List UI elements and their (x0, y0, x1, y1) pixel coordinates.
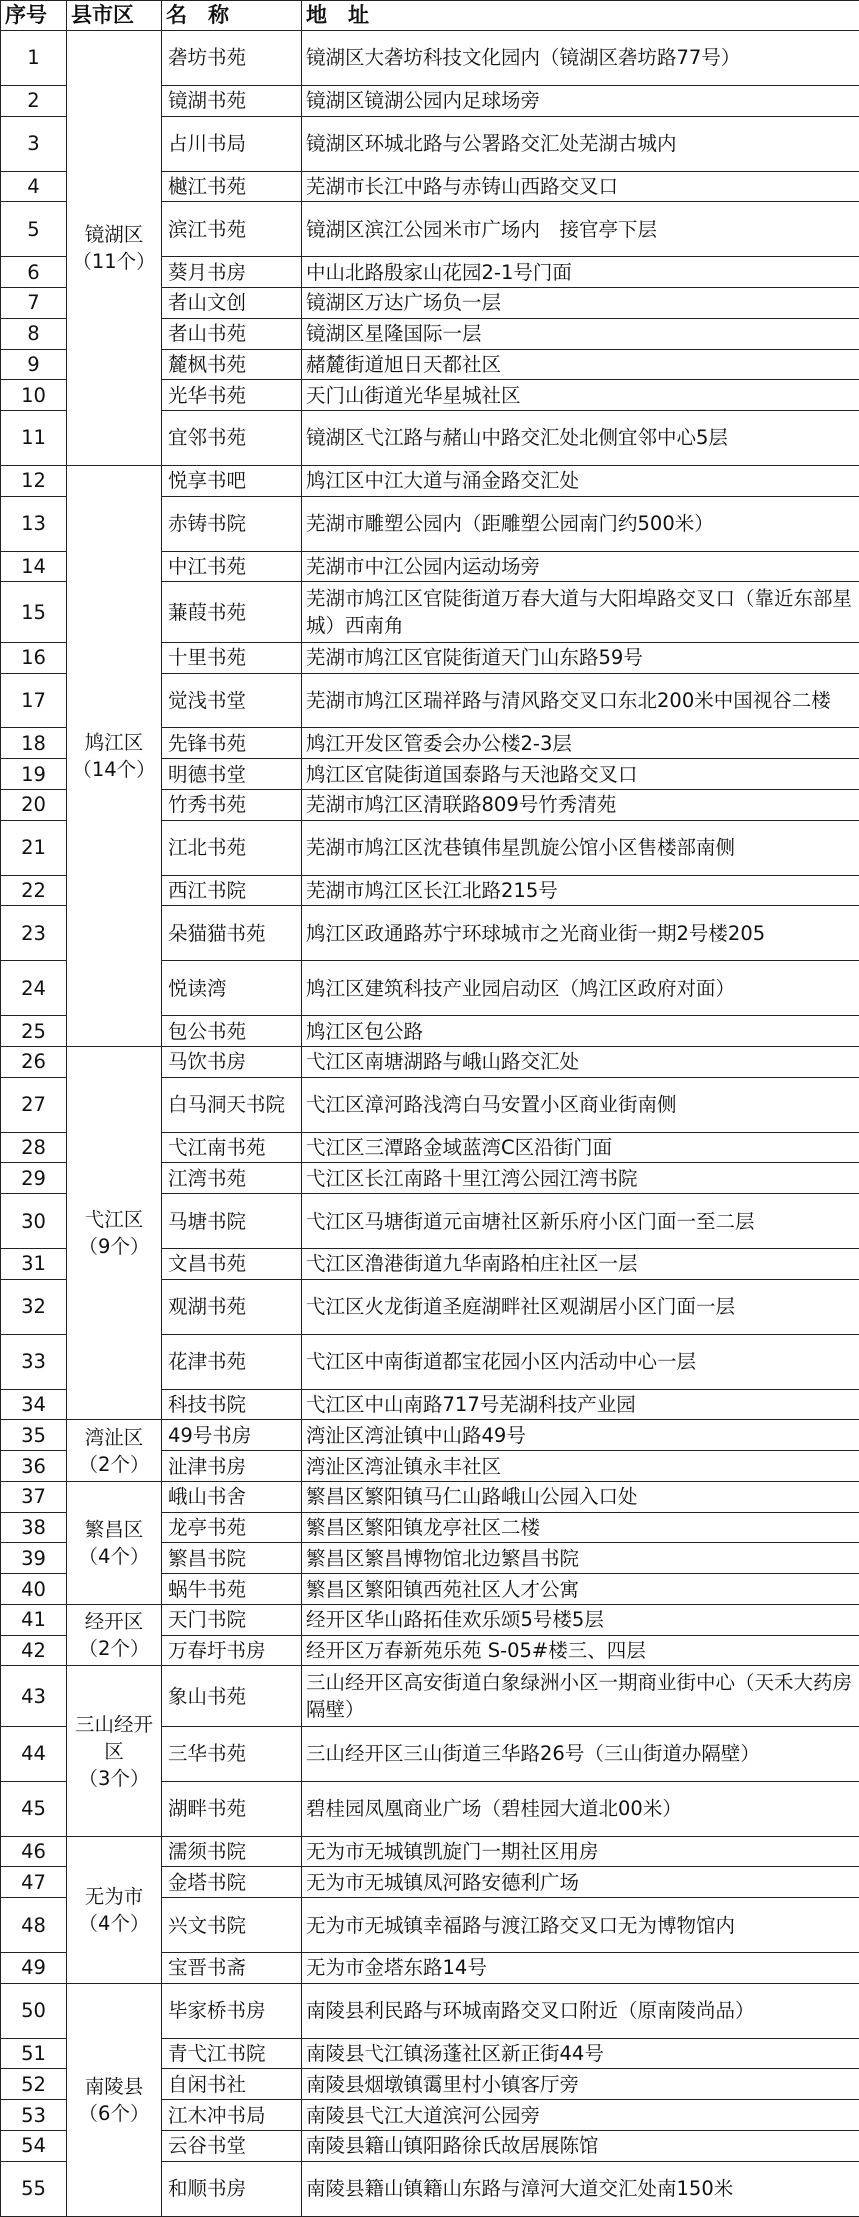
store-address: 芜湖市长江中路与赤铸山西路交叉口 (302, 171, 859, 202)
store-name: 沚津书房 (162, 1451, 302, 1482)
header-address: 地 址 (302, 1, 859, 31)
row-number: 35 (1, 1420, 67, 1451)
row-number: 14 (1, 551, 67, 582)
store-address: 镜湖区镜湖公园内足球场旁 (302, 85, 859, 116)
store-address: 经开区万春新苑乐苑 S-05#楼三、四层 (302, 1635, 859, 1666)
store-address: 鸠江开发区管委会办公楼2-3层 (302, 728, 859, 759)
table-row (1, 1046, 859, 1077)
store-name: 明德书堂 (162, 759, 302, 790)
store-name: 宜邻书苑 (162, 411, 302, 466)
district-name: 无为市 (84, 1884, 144, 1908)
store-name: 湖畔书苑 (162, 1781, 302, 1836)
store-name: 者山书苑 (162, 318, 302, 349)
store-name: 竹秀书苑 (162, 789, 302, 820)
row-number: 49 (1, 1953, 67, 1984)
district-count: （2个） (78, 1637, 150, 1661)
row-number: 4 (1, 171, 67, 202)
table-row (1, 1836, 859, 1867)
store-address: 繁昌区繁阳镇马仁山路峨山公园入口处 (302, 1481, 859, 1512)
store-name: 兴文书院 (162, 1898, 302, 1953)
store-name: 象山书苑 (162, 1666, 302, 1726)
store-name: 峨山书舍 (162, 1481, 302, 1512)
district-cell (67, 1420, 162, 1482)
header-name: 名 称 (162, 1, 302, 31)
store-name: 白马洞天书院 (162, 1077, 302, 1132)
store-address: 弋江区三潭路金域蓝湾C区沿街门面 (302, 1132, 859, 1163)
row-number: 52 (1, 2069, 67, 2100)
row-number: 1 (1, 31, 67, 86)
district-name: 弋江区 (84, 1208, 144, 1232)
row-number: 12 (1, 465, 67, 496)
district-name: 南陵县 (84, 2074, 144, 2098)
store-address: 弋江区马塘街道元亩塘社区新乐府小区门面一至二层 (302, 1194, 859, 1249)
store-name: 金塔书院 (162, 1867, 302, 1898)
row-number: 8 (1, 318, 67, 349)
store-name: 江湾书苑 (162, 1163, 302, 1194)
store-name: 观湖书苑 (162, 1279, 302, 1334)
store-name: 光华书苑 (162, 380, 302, 411)
store-name: 马饮书房 (162, 1046, 302, 1077)
store-address: 鸠江区中江大道与涌金路交汇处 (302, 465, 859, 496)
store-name: 云谷书堂 (162, 2130, 302, 2161)
row-number: 15 (1, 582, 67, 642)
district-cell (67, 31, 162, 466)
store-name: 江北书苑 (162, 820, 302, 875)
store-address: 芜湖市雕塑公园内（距雕塑公园南门约500米） (302, 496, 859, 551)
store-name: 包公书苑 (162, 1016, 302, 1047)
row-number: 46 (1, 1836, 67, 1867)
row-number: 24 (1, 961, 67, 1016)
store-address: 弋江区漳河路浅湾白马安置小区商业街南侧 (302, 1077, 859, 1132)
row-number: 30 (1, 1194, 67, 1249)
store-name: 悦读湾 (162, 961, 302, 1016)
store-address: 繁昌区繁阳镇龙亭社区二楼 (302, 1512, 859, 1543)
store-address: 弋江区长江南路十里江湾公园江湾书院 (302, 1163, 859, 1194)
store-address: 湾沚区湾沚镇永丰社区 (302, 1451, 859, 1482)
table-row (1, 1666, 859, 1726)
row-number: 51 (1, 2038, 67, 2069)
store-address: 无为市金塔东路14号 (302, 1953, 859, 1984)
store-address: 南陵县利民路与环城南路交叉口附近（原南陵尚品） (302, 1983, 859, 2038)
store-name: 马塘书院 (162, 1194, 302, 1249)
store-address: 南陵县烟墩镇霭里村小镇客厅旁 (302, 2069, 859, 2100)
store-name: 者山文创 (162, 288, 302, 319)
store-name: 花津书苑 (162, 1334, 302, 1389)
header-num: 序号 (1, 1, 67, 31)
store-name: 悦享书吧 (162, 465, 302, 496)
store-name: 十里书苑 (162, 642, 302, 673)
row-number: 23 (1, 906, 67, 961)
store-address: 三山经开区三山街道三华路26号（三山街道办隔壁） (302, 1726, 859, 1781)
store-address: 鸠江区官陡街道国泰路与天池路交叉口 (302, 759, 859, 790)
store-name: 和顺书房 (162, 2161, 302, 2216)
store-address: 湾沚区湾沚镇中山路49号 (302, 1420, 859, 1451)
store-name: 青弋江书院 (162, 2038, 302, 2069)
district-count: （14个） (72, 757, 156, 781)
row-number: 26 (1, 1046, 67, 1077)
store-name: 万春圩书房 (162, 1635, 302, 1666)
row-number: 22 (1, 875, 67, 906)
row-number: 40 (1, 1574, 67, 1605)
store-address: 中山北路殷家山花园2-1号门面 (302, 257, 859, 288)
table-row (1, 1481, 859, 1512)
row-number: 55 (1, 2161, 67, 2216)
row-number: 13 (1, 496, 67, 551)
store-name: 文昌书苑 (162, 1249, 302, 1280)
district-cell (67, 1666, 162, 1836)
district-name: 经开区 (84, 1610, 144, 1634)
store-address: 芜湖市鸠江区官陡街道万春大道与大阳埠路交叉口（靠近东部星城）西南角 (302, 582, 859, 642)
row-number: 31 (1, 1249, 67, 1280)
store-address: 弋江区澛港街道九华南路柏庄社区一层 (302, 1249, 859, 1280)
store-name: 宝晋书斋 (162, 1953, 302, 1984)
store-name: 樾江书苑 (162, 171, 302, 202)
district-cell (67, 1983, 162, 2216)
store-name: 科技书院 (162, 1389, 302, 1420)
store-name: 先锋书苑 (162, 728, 302, 759)
store-address: 弋江区中山南路717号芜湖科技产业园 (302, 1389, 859, 1420)
store-address: 经开区华山路拓佳欢乐颂5号楼5层 (302, 1604, 859, 1635)
row-number: 2 (1, 85, 67, 116)
store-address: 三山经开区高安街道白象绿洲小区一期商业街中心（天禾大药房隔壁） (302, 1666, 859, 1726)
row-number: 43 (1, 1666, 67, 1726)
store-name: 镜湖书苑 (162, 85, 302, 116)
row-number: 44 (1, 1726, 67, 1781)
row-number: 54 (1, 2130, 67, 2161)
store-address: 弋江区火龙街道圣庭湖畔社区观湖居小区门面一层 (302, 1279, 859, 1334)
store-name: 葵月书房 (162, 257, 302, 288)
store-name: 蒹葭书苑 (162, 582, 302, 642)
district-count: （4个） (78, 1911, 150, 1935)
district-count: （3个） (78, 1766, 150, 1790)
store-address: 弋江区中南街道都宝花园小区内活动中心一层 (302, 1334, 859, 1389)
store-address: 芜湖市鸠江区官陡街道天门山东路59号 (302, 642, 859, 673)
district-name: 繁昌区 (84, 1517, 144, 1541)
row-number: 48 (1, 1898, 67, 1953)
district-cell (67, 1604, 162, 1666)
row-number: 6 (1, 257, 67, 288)
row-number: 17 (1, 673, 67, 728)
store-name: 濡须书院 (162, 1836, 302, 1867)
district-name: 湾沚区 (84, 1425, 144, 1449)
row-number: 39 (1, 1543, 67, 1574)
row-number: 32 (1, 1279, 67, 1334)
store-name: 占川书局 (162, 116, 302, 171)
row-number: 18 (1, 728, 67, 759)
row-number: 50 (1, 1983, 67, 2038)
store-address: 鸠江区建筑科技产业园启动区（鸠江区政府对面） (302, 961, 859, 1016)
store-address: 天门山街道光华星城社区 (302, 380, 859, 411)
store-name: 龙亭书苑 (162, 1512, 302, 1543)
row-number: 25 (1, 1016, 67, 1047)
store-address: 镜湖区弋江路与赭山中路交汇处北侧宜邻中心5层 (302, 411, 859, 466)
store-name: 江木冲书局 (162, 2100, 302, 2131)
row-number: 34 (1, 1389, 67, 1420)
row-number: 41 (1, 1604, 67, 1635)
district-cell (67, 1481, 162, 1604)
store-name: 49号书房 (162, 1420, 302, 1451)
store-name: 天门书院 (162, 1604, 302, 1635)
district-count: （9个） (78, 1235, 150, 1259)
district-cell (67, 1046, 162, 1419)
store-address: 南陵县弋江镇汤蓬社区新正街44号 (302, 2038, 859, 2069)
district-count: （4个） (78, 1544, 150, 1568)
row-number: 38 (1, 1512, 67, 1543)
store-address: 芜湖市鸠江区长江北路215号 (302, 875, 859, 906)
store-name: 砻坊书苑 (162, 31, 302, 86)
store-address: 弋江区南塘湖路与峨山路交汇处 (302, 1046, 859, 1077)
district-count: （2个） (78, 1452, 150, 1476)
store-address: 赭麓街道旭日天都社区 (302, 349, 859, 380)
store-name: 西江书院 (162, 875, 302, 906)
row-number: 10 (1, 380, 67, 411)
store-address: 繁昌区繁阳镇西苑社区人才公寓 (302, 1574, 859, 1605)
store-name: 繁昌书院 (162, 1543, 302, 1574)
store-name: 麓枫书苑 (162, 349, 302, 380)
table-row (1, 1983, 859, 2038)
row-number: 5 (1, 202, 67, 257)
store-name: 滨江书苑 (162, 202, 302, 257)
row-number: 47 (1, 1867, 67, 1898)
store-address: 镜湖区环城北路与公署路交汇处芜湖古城内 (302, 116, 859, 171)
store-address: 镜湖区万达广场负一层 (302, 288, 859, 319)
district-cell (67, 1836, 162, 1983)
row-number: 37 (1, 1481, 67, 1512)
store-address: 芜湖市中江公园内运动场旁 (302, 551, 859, 582)
store-address: 无为市无城镇凤河路安德利广场 (302, 1867, 859, 1898)
row-number: 53 (1, 2100, 67, 2131)
district-name: 三山经开区 (74, 1712, 153, 1763)
store-address: 镜湖区滨江公园米市广场内 接官亭下层 (302, 202, 859, 257)
row-number: 9 (1, 349, 67, 380)
store-address: 繁昌区繁昌博物馆北边繁昌书院 (302, 1543, 859, 1574)
row-number: 16 (1, 642, 67, 673)
district-cell (67, 465, 162, 1046)
row-number: 7 (1, 288, 67, 319)
header-row (1, 1, 859, 31)
row-number: 45 (1, 1781, 67, 1836)
district-name: 鸠江区 (84, 730, 144, 754)
row-number: 28 (1, 1132, 67, 1163)
store-name: 朵猫猫书苑 (162, 906, 302, 961)
store-address: 鸠江区包公路 (302, 1016, 859, 1047)
store-address: 无为市无城镇凯旋门一期社区用房 (302, 1836, 859, 1867)
row-number: 33 (1, 1334, 67, 1389)
row-number: 42 (1, 1635, 67, 1666)
store-address: 无为市无城镇幸福路与渡江路交叉口无为博物馆内 (302, 1898, 859, 1953)
store-name: 蜗牛书苑 (162, 1574, 302, 1605)
store-name: 三华书苑 (162, 1726, 302, 1781)
store-address: 芜湖市鸠江区清联路809号竹秀清苑 (302, 789, 859, 820)
row-number: 21 (1, 820, 67, 875)
table-row (1, 1604, 859, 1635)
district-name: 镜湖区 (84, 222, 144, 246)
store-address: 鸠江区政通路苏宁环球城市之光商业街一期2号楼205 (302, 906, 859, 961)
store-name: 赤铸书院 (162, 496, 302, 551)
row-number: 20 (1, 789, 67, 820)
store-name: 自闲书社 (162, 2069, 302, 2100)
store-name: 觉浅书堂 (162, 673, 302, 728)
row-number: 11 (1, 411, 67, 466)
row-number: 29 (1, 1163, 67, 1194)
store-address: 芜湖市鸠江区沈巷镇伟星凯旋公馆小区售楼部南侧 (302, 820, 859, 875)
table-row (1, 31, 859, 86)
table-body (1, 31, 859, 2217)
store-address: 碧桂园凤凰商业广场（碧桂园大道北00米） (302, 1781, 859, 1836)
store-name: 弋江南书苑 (162, 1132, 302, 1163)
row-number: 3 (1, 116, 67, 171)
store-address: 镜湖区大砻坊科技文化园内（镜湖区砻坊路77号） (302, 31, 859, 86)
store-name: 毕家桥书房 (162, 1983, 302, 2038)
store-address: 南陵县籍山镇阳路徐氏故居展陈馆 (302, 2130, 859, 2161)
table-row (1, 1420, 859, 1451)
header-district: 县市区 (67, 1, 162, 31)
store-name: 中江书苑 (162, 551, 302, 582)
district-count: （6个） (78, 2101, 150, 2125)
store-address: 南陵县弋江大道滨河公园旁 (302, 2100, 859, 2131)
row-number: 27 (1, 1077, 67, 1132)
store-address: 芜湖市鸠江区瑞祥路与清风路交叉口东北200米中国视谷二楼 (302, 673, 859, 728)
district-count: （11个） (72, 249, 156, 273)
table-row (1, 465, 859, 496)
row-number: 36 (1, 1451, 67, 1482)
row-number: 19 (1, 759, 67, 790)
store-address: 镜湖区星隆国际一层 (302, 318, 859, 349)
store-address: 南陵县籍山镇籍山东路与漳河大道交汇处南150米 (302, 2161, 859, 2216)
